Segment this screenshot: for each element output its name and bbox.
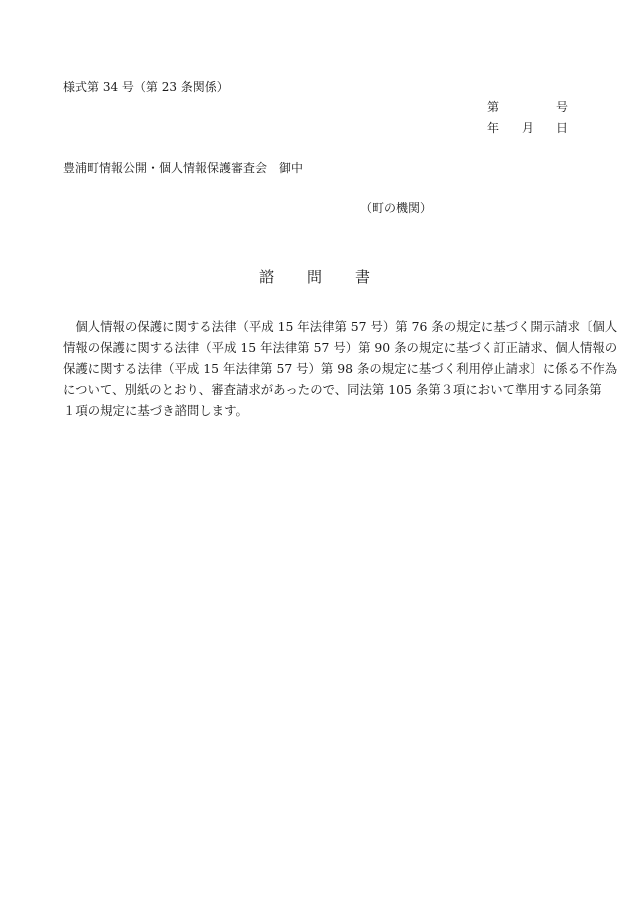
document-title: 諮 問 書 [258, 268, 371, 286]
body-line-1: 個人情報の保護に関する法律（平成 15 年法律第 57 号）第 76 条の規定に基づく開示請求〔個人 [63, 319, 618, 334]
body-line-3: 保護に関する法律（平成 15 年法律第 57 号）第 98 条の規定に基づく利用停止請求〕に係る不作為 [63, 361, 618, 376]
body-line-5: １項の規定に基づき諮問します。 [63, 403, 248, 418]
sender-organization: （町の機関） [360, 201, 433, 215]
date-year: 年 [487, 121, 500, 135]
doc-number-suffix: 号 [556, 100, 569, 114]
body-line-4: について、別紙のとおり、審査請求があったので、同法第 105 条第３項において準用する同条第 [63, 382, 602, 397]
addressee: 豊浦町情報公開・個人情報保護審査会 御中 [63, 161, 304, 175]
form-number: 様式第 34 号（第 23 条関係） [63, 80, 229, 94]
date-month: 月 [522, 121, 535, 135]
doc-number-prefix: 第 [487, 100, 500, 114]
date-day: 日 [556, 121, 569, 135]
body-line-2: 情報の保護に関する法律（平成 15 年法律第 57 号）第 90 条の規定に基づく訂正請求、個人情報の [63, 340, 618, 355]
